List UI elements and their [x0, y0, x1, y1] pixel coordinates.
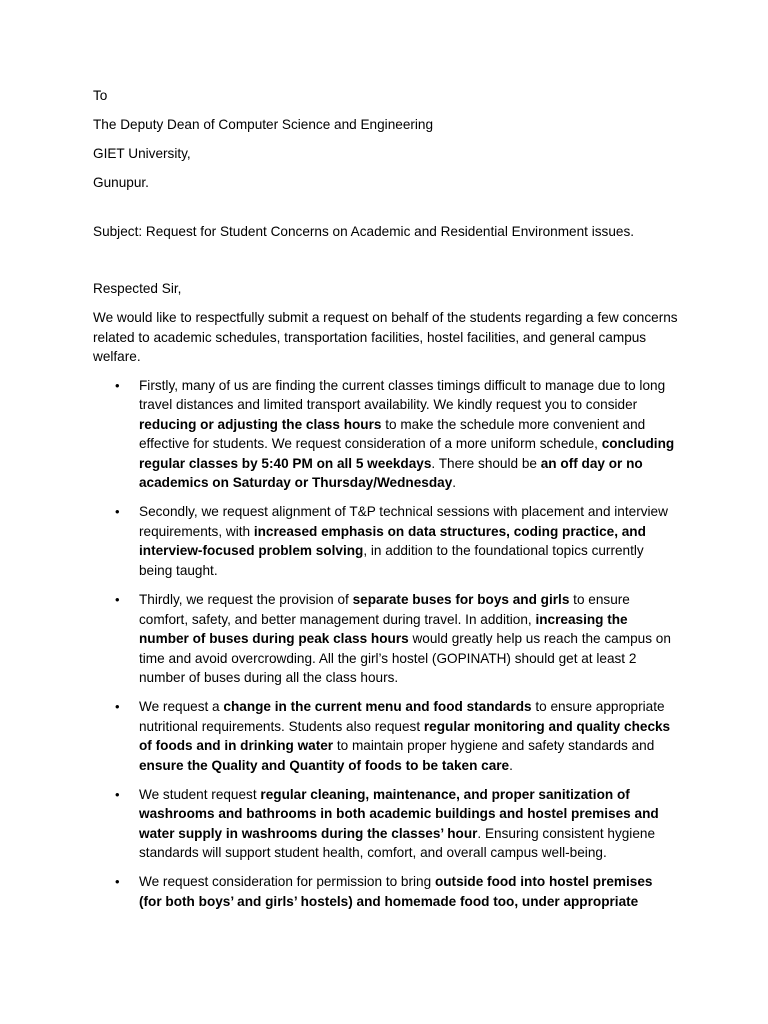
point-bold: ensure the Quality and Quantity of foods to be taken care	[139, 757, 510, 773]
point-text: to ensure appropriate nutritional requirements. Students also request	[139, 699, 665, 734]
point-bold: regular cleaning, maintenance, and proper sanitization of washrooms and bathrooms in both academic buildings and hostel premises and water supply in washrooms during the classes’ hour	[139, 786, 659, 841]
bullet-icon: •	[115, 874, 120, 890]
bullet-icon: •	[115, 504, 120, 520]
point-bold: change in the current menu and food standards	[223, 699, 532, 715]
list-item	[93, 785, 678, 863]
point-text: to maintain proper hygiene and safety standards and	[333, 738, 655, 754]
point-text: Thirdly, we request the provision of	[139, 592, 353, 608]
address-to: To	[93, 88, 108, 103]
point-text: , in addition to the foundational topics currently being taught.	[139, 543, 644, 578]
bullet-icon: •	[115, 786, 120, 802]
address-institution: GIET University,	[93, 146, 191, 162]
point-bold: outside food into hostel premises (for both boys’ and girls’ hostels) and homemade food too, under appropriate	[139, 874, 653, 909]
point-text: .	[452, 475, 457, 491]
point-text: We student request	[139, 786, 261, 802]
bullet-icon: •	[115, 592, 120, 608]
point-text: . There should be	[431, 455, 541, 471]
point-bold: regular monitoring and quality checks of foods and in drinking water	[139, 718, 671, 754]
point-text: .	[509, 757, 513, 773]
point-text: Secondly, we request alignment of T&P technical sessions with placement and interview requirements, with	[139, 504, 668, 539]
address-recipient: The Deputy Dean of Computer Science and Engineering	[93, 117, 434, 133]
point-bold: concluding regular classes by 5:40 PM on all 5 weekdays	[139, 436, 675, 471]
point-bold: separate buses for boys and girls	[352, 592, 570, 608]
list-item	[93, 502, 678, 580]
list-item	[93, 376, 678, 493]
subject-line: Subject: Request for Student Concerns on Academic and Residential Environment issues.	[93, 223, 635, 239]
intro-paragraph: We would like to respectfully submit a request on behalf of the students regarding a few concerns related to academic schedules, transportation facilities, hostel facilities, and general campus welfare.	[93, 310, 678, 365]
bullet-icon: •	[115, 699, 120, 715]
point-text: We request consideration for permission to bring	[139, 874, 435, 890]
point-bold: increasing the number of buses during peak class hours	[139, 611, 628, 647]
list-item	[93, 872, 678, 911]
point-bold: an off day or no academics on Saturday or Thursday/Wednesday	[139, 455, 643, 491]
point-text: to ensure comfort, safety, and better management during travel. In addition,	[139, 592, 630, 627]
salutation: Respected Sir,	[93, 281, 182, 297]
point-text: Firstly, many of us are finding the current classes timings difficult to manage due to long travel distances and limited transport availability. We kindly request you to consider	[139, 377, 666, 413]
address-block	[93, 86, 678, 193]
bullet-icon: •	[115, 377, 120, 393]
point-bold: reducing or adjusting the class hours	[139, 416, 382, 432]
point-bold: increased emphasis on data structures, coding practice, and interview-focused problem solving	[139, 523, 646, 559]
list-item	[93, 697, 678, 775]
list-item	[93, 590, 678, 688]
point-text: We request a	[139, 699, 224, 715]
point-text: . Ensuring consistent hygiene standards will support student health, comfort, and overall campus well-being.	[139, 825, 656, 861]
address-city: Gunupur.	[93, 175, 149, 191]
point-text: would greatly help us reach the campus on time and avoid overcrowding. All the girl’s hostel (GOPINATH) should get at least 2 number of buses during all the class hours.	[139, 631, 671, 686]
request-list	[93, 376, 678, 911]
point-text: to make the schedule more convenient and effective for students. We request consideration of a more uniform schedule,	[139, 416, 646, 452]
